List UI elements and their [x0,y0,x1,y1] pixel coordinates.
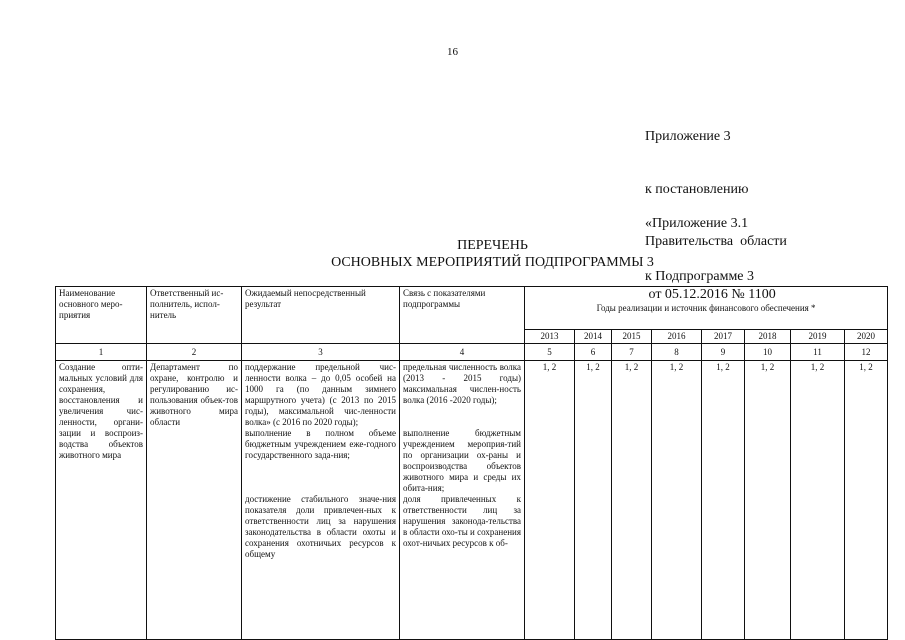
year-value-cell: 1, 2 [652,361,702,640]
column-number: 11 [791,344,845,361]
result-cell [242,361,400,640]
header-name: Наименование основного меро-приятия [56,287,147,344]
measure-name-cell: Создание опти-мальных условий для сохранения, восстановления и увеличения чис-ленности, органи-зации и воспроиз-водства объектов животного мира [56,361,147,640]
title-line-1: ПЕРЕЧЕНЬ [457,238,528,253]
column-number: 5 [525,344,575,361]
year-value-cell: 1, 2 [702,361,745,640]
measures-table [55,286,888,640]
year-value-cell: 1, 2 [612,361,652,640]
appendix-reference-line-1: «Приложение 3.1 [645,216,749,231]
column-number: 12 [845,344,888,361]
year-value-cell: 1, 2 [791,361,845,640]
appendix-line-1: Приложение 3 [645,129,731,144]
link-paragraph-3: доля привлеченных к ответственности лиц за нарушения законода-тельства в области охо-ты и сохранения охот-ничьих ресурсов к об- [403,494,521,548]
result-paragraph-3: достижение стабильного значе-ния показателя доли привлечен-ных к ответственности лиц за нарушения законодательства в области охоты и сохранения охотничьих ресурсов к общему [245,494,396,559]
header-link: Связь с показателями подпрограммы [400,287,525,344]
title-line-2: ОСНОВНЫХ МЕРОПРИЯТИЙ ПОДПРОГРАММЫ 3 [331,255,654,270]
column-number: 6 [575,344,612,361]
executor-cell: Департамент по охране, контролю и регулированию ис-пользования объек-тов животного мира области [147,361,242,640]
page-number: 16 [447,46,458,58]
table-header-row [56,287,888,330]
header-years-group: Годы реализации и источник финансового обеспечения * [525,287,888,330]
appendix-line-3: Правительства области [645,234,787,249]
column-number: 1 [56,344,147,361]
year-cell: 2016 [652,330,702,344]
indicator-link-cell [400,361,525,640]
result-paragraph-2: выполнение в полном объеме бюджетным учреждением еже-годного государственного зада-ния; [245,428,396,460]
appendix-reference-line-2: к Подпрограмме 3 [645,268,755,284]
year-cell: 2020 [845,330,888,344]
year-cell: 2017 [702,330,745,344]
column-number: 7 [612,344,652,361]
document-title [0,237,905,271]
column-number: 2 [147,344,242,361]
column-number-row [56,344,888,361]
header-result: Ожидаемый непосредственный результат [242,287,400,344]
result-paragraph-1: поддержание предельной чис-ленности волка – до 0,05 особей на 1000 га (по данным зимнего маршрутного учета) (с 2013 по 2015 годы), максимальной чис-ленности волка» (с 2016 по 2020 годы); [245,362,396,427]
column-number: 8 [652,344,702,361]
column-number: 10 [745,344,791,361]
year-cell: 2018 [745,330,791,344]
year-cell: 2019 [791,330,845,344]
link-paragraph-2: выполнение бюджетным учреждением мероприя-тий по организации ох-раны и воспроизводства объектов животного мира и среды их обита-ния; [403,428,521,493]
link-paragraph-1: предельная численность волка (2013 - 2015 годы) максимальная числен-ность волка (2016 -2020 годы); [403,362,521,405]
column-number: 9 [702,344,745,361]
header-executor: Ответственный ис-полнитель, испол-нитель [147,287,242,344]
table-row [56,361,888,640]
appendix-line-4: от 05.12.2016 № 1100 [645,286,776,302]
year-value-cell: 1, 2 [845,361,888,640]
year-value-cell: 1, 2 [575,361,612,640]
year-cell: 2015 [612,330,652,344]
year-value-cell: 1, 2 [525,361,575,640]
year-cell: 2013 [525,330,575,344]
year-value-cell: 1, 2 [745,361,791,640]
column-number: 3 [242,344,400,361]
appendix-line-2: к постановлению [645,181,749,197]
column-number: 4 [400,344,525,361]
year-cell: 2014 [575,330,612,344]
